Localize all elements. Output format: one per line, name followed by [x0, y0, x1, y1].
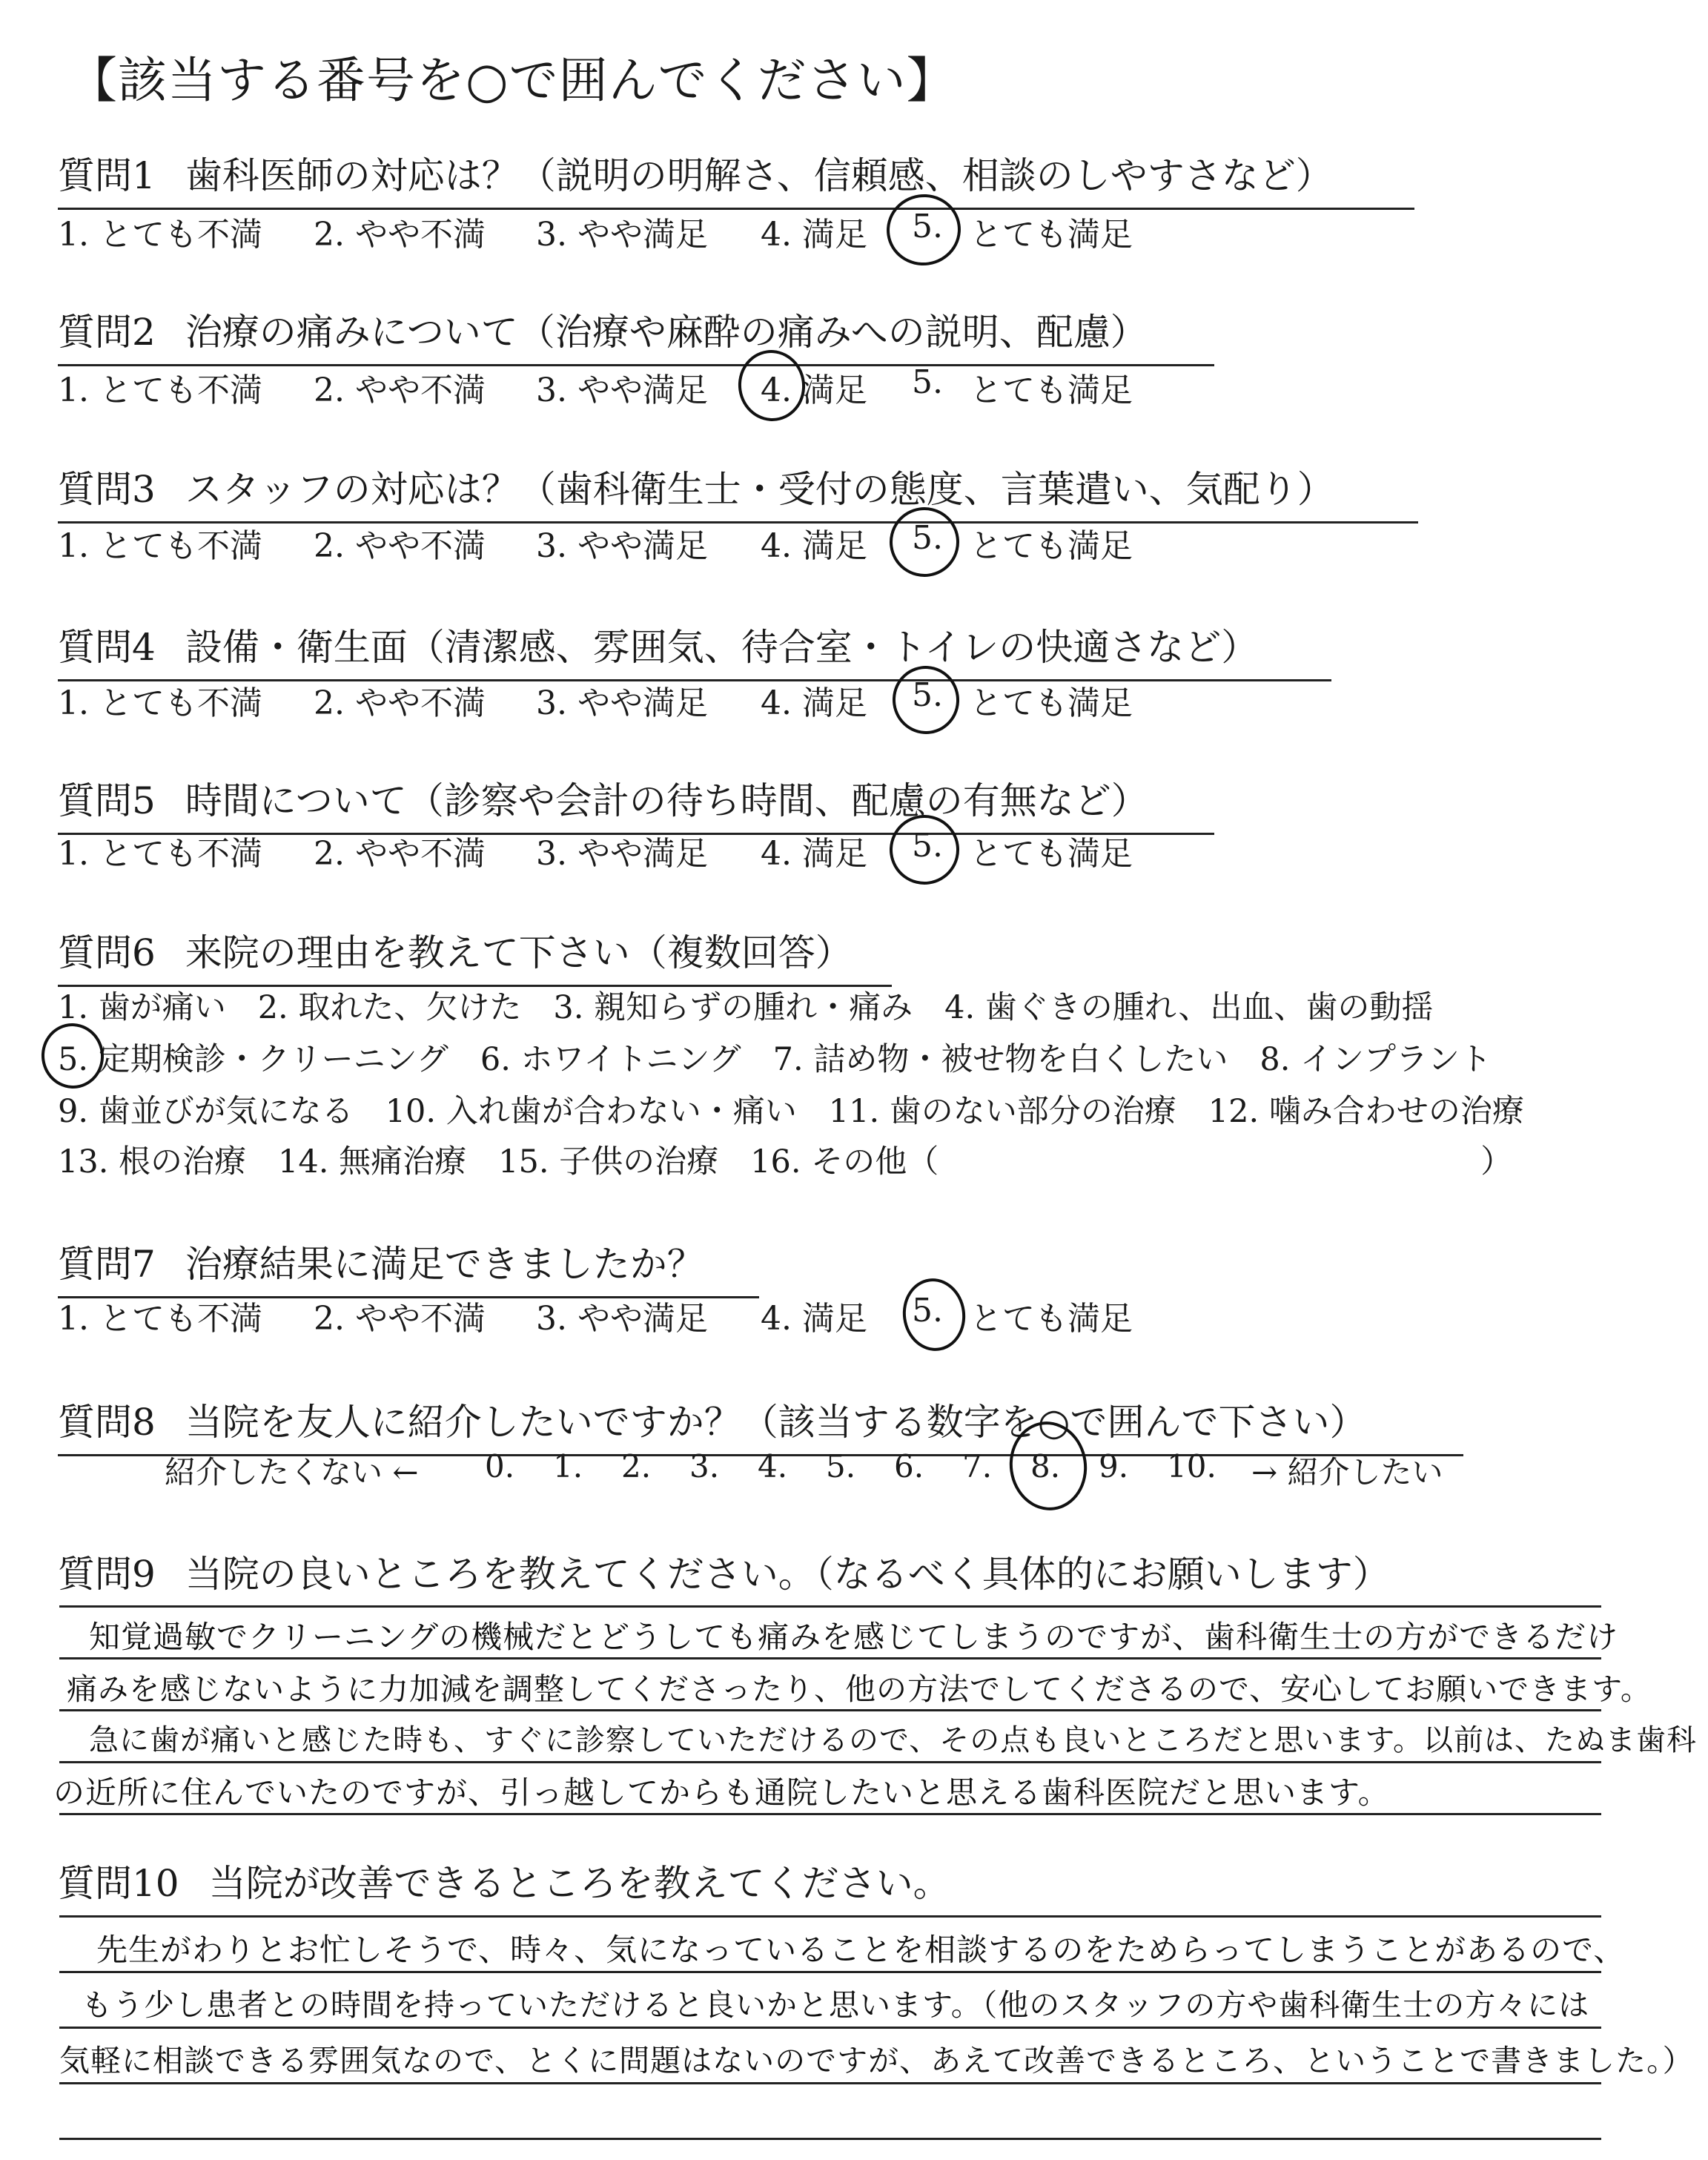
- q7-selection-circle: [898, 1275, 970, 1355]
- q9-rule-1: [59, 1605, 1601, 1608]
- q9-answer-line-1: 知覚過敏でクリーニングの機械だとどうしても痛みを感じてしまうのですが、歯科衛生士の方ができるだけ: [89, 1619, 1619, 1655]
- q1-option-1[interactable]: 1. とても不満: [58, 216, 262, 254]
- question-1-title: [58, 146, 1333, 199]
- question-7-title: [58, 1235, 704, 1288]
- q2-option-5[interactable]: 5.: [912, 363, 943, 401]
- question-2-title: [58, 303, 1148, 356]
- q4-selection-circle: [888, 661, 964, 739]
- q5-option-3[interactable]: 3. やや満足: [536, 835, 708, 873]
- question-5-title: [58, 771, 1148, 825]
- q5-option-5[interactable]: 5.: [912, 827, 943, 865]
- q10-answer-box[interactable]: [59, 1915, 1694, 2138]
- q2-option-4[interactable]: 4. 満足: [761, 371, 867, 409]
- q7-option-2[interactable]: 2. やや不満: [314, 1300, 486, 1338]
- question-7-text: 治療結果に満足できましたか？: [185, 1243, 704, 1286]
- q10-answer-line-1: 先生がわりとお忙しそうで、時々、気になっていることを相談するのをためらってしまうことがあるので、: [96, 1932, 1626, 1968]
- q8-option-1[interactable]: 1.: [553, 1448, 583, 1484]
- question-8-text: 当院を友人に紹介したいですか？（該当する数字を○で囲んで下さい）: [185, 1401, 1367, 1444]
- question-5-label: 質問5: [58, 779, 156, 822]
- q1-selection-circle: [882, 190, 965, 271]
- question-3-text: スタッフの対応は？（歯科衛生士・受付の態度、言葉遣い、気配り）: [185, 468, 1334, 511]
- question-9-text: 当院の良いところを教えてください。（なるべく具体的にお願いします）: [185, 1553, 1390, 1596]
- q8-right-label: → 紹介したい: [1251, 1454, 1443, 1490]
- q8-option-6[interactable]: 6.: [894, 1448, 924, 1484]
- q5-option-5-label: とても満足: [970, 835, 1133, 873]
- q9-rule-3: [59, 1709, 1601, 1711]
- q8-option-2[interactable]: 2.: [621, 1448, 652, 1484]
- q3-option-5-label: とても満足: [970, 527, 1133, 565]
- q9-answer-line-4: の近所に住んでいたのですが、引っ越してからも通院したいと思える歯科医院だと思います。: [53, 1774, 1390, 1811]
- q1-option-4[interactable]: 4. 満足: [761, 216, 867, 254]
- question-4-text: 設備・衛生面（清潔感、雰囲気、待合室・トイレの快適さなど）: [185, 626, 1259, 669]
- q4-option-3[interactable]: 3. やや満足: [536, 684, 708, 722]
- q10-answer-line-2: もう少し患者との時間を持っていただけると良いかと思います。（他のスタッフの方や歯科衛生士の方々には: [82, 1987, 1590, 2023]
- q8-option-5[interactable]: 5.: [826, 1448, 856, 1484]
- q2-option-5-label: とても満足: [970, 371, 1133, 409]
- question-6-label: 質問6: [58, 931, 156, 974]
- q2-option-2[interactable]: 2. やや不満: [314, 371, 486, 409]
- question-1-label: 質問1: [58, 154, 156, 197]
- q6-row-3[interactable]: 9. 歯並びが気になる 10. 入れ歯が合わない・痛い 11. 歯のない部分の治療 12. 噛み合わせの治療: [58, 1093, 1524, 1130]
- q4-option-2[interactable]: 2. やや不満: [314, 684, 486, 722]
- question-10-label: 質問10: [58, 1862, 179, 1905]
- question-3-title: [58, 460, 1334, 513]
- q8-option-9[interactable]: 9.: [1099, 1448, 1129, 1484]
- question-8-label: 質問8: [58, 1401, 156, 1444]
- q7-option-1[interactable]: 1. とても不満: [58, 1300, 262, 1338]
- q10-answer-line-3: 気軽に相談できる雰囲気なので、とくに問題はないのですが、あえて改善できるところ、ということで書きました。）: [59, 2043, 1694, 2078]
- question-8-title: [58, 1393, 1366, 1446]
- question-3-label: 質問3: [58, 468, 156, 511]
- q2-option-3[interactable]: 3. やや満足: [536, 371, 708, 409]
- q4-option-1[interactable]: 1. とても不満: [58, 684, 262, 722]
- q10-rule-1: [59, 1915, 1601, 1918]
- q3-option-3[interactable]: 3. やや満足: [536, 527, 708, 565]
- q3-option-4[interactable]: 4. 満足: [761, 527, 867, 565]
- q1-option-2[interactable]: 2. やや不満: [314, 216, 486, 254]
- q8-option-3[interactable]: 3.: [689, 1448, 720, 1484]
- q2-option-1[interactable]: 1. とても不満: [58, 371, 262, 409]
- question-9-title: [58, 1545, 1390, 1598]
- question-10-text: 当院が改善できるところを教えてください。: [208, 1862, 950, 1905]
- q9-answer-box[interactable]: [53, 1605, 1697, 1813]
- q2-selection-circle: [734, 346, 810, 426]
- q10-rule-2: [59, 1971, 1601, 1973]
- q9-rule-2: [59, 1657, 1601, 1659]
- q8-option-7[interactable]: 7.: [962, 1448, 993, 1484]
- q9-rule-4: [59, 1761, 1601, 1763]
- q5-option-4[interactable]: 4. 満足: [761, 835, 867, 873]
- q7-option-5-label: とても満足: [970, 1300, 1133, 1338]
- question-4-label: 質問4: [58, 626, 156, 669]
- q10-rule-4: [59, 2082, 1601, 2084]
- question-5-text: 時間について（診察や会計の待ち時間、配慮の有無など）: [185, 779, 1148, 822]
- question-10-title: [58, 1854, 950, 1907]
- q6-row-1[interactable]: 1. 歯が痛い 2. 取れた、欠けた 3. 親知らずの腫れ・痛み 4. 歯ぐきの腫れ、出血、歯の動揺: [58, 989, 1434, 1026]
- q1-option-3[interactable]: 3. やや満足: [536, 216, 708, 254]
- q5-option-2[interactable]: 2. やや不満: [314, 835, 486, 873]
- question-4-title: [58, 618, 1258, 671]
- instruction-heading: 【該当する番号を○で囲んでください】: [68, 52, 956, 109]
- q10-rule-3: [59, 2027, 1601, 2029]
- q3-option-1[interactable]: 1. とても不満: [58, 527, 262, 565]
- question-6-text: 来院の理由を教えて下さい（複数回答）: [185, 931, 853, 974]
- q6-selection-circle: [37, 1020, 107, 1093]
- q8-left-label: 紹介したくない ←: [165, 1454, 419, 1490]
- q8-option-10[interactable]: 10.: [1167, 1448, 1217, 1484]
- question-7-label: 質問7: [58, 1243, 156, 1286]
- q3-option-2[interactable]: 2. やや不満: [314, 527, 486, 565]
- question-2-label: 質問2: [58, 311, 156, 354]
- q6-row-4[interactable]: 13. 根の治療 14. 無痛治療 15. 子供の治療 16. その他（ ）: [58, 1143, 1513, 1180]
- q8-option-8[interactable]: 8.: [1030, 1448, 1061, 1484]
- question-2-text: 治療の痛みについて（治療や麻酔の痛みへの説明、配慮）: [185, 311, 1148, 354]
- q9-answer-line-2: 痛みを感じないように力加減を調整してくださったり、他の方法でしてくださるので、安心してお願いできます。: [67, 1671, 1652, 1707]
- q7-option-4[interactable]: 4. 満足: [761, 1300, 867, 1338]
- q3-option-5[interactable]: 5.: [912, 519, 943, 557]
- q4-option-5[interactable]: 5.: [912, 676, 943, 714]
- question-6-title: [58, 923, 853, 977]
- q10-rule-5: [59, 2138, 1601, 2140]
- q9-rule-5: [59, 1813, 1601, 1815]
- question-1-text: 歯科医師の対応は？（説明の明解さ、信頼感、相談のしやすさなど）: [185, 154, 1333, 197]
- q1-option-5[interactable]: 5.: [912, 208, 943, 245]
- q8-option-0[interactable]: 0.: [485, 1448, 515, 1484]
- q7-option-5[interactable]: 5.: [912, 1292, 943, 1330]
- question-9-label: 質問9: [58, 1553, 156, 1596]
- q3-selection-circle: [885, 503, 964, 581]
- q5-option-1[interactable]: 1. とても不満: [58, 835, 262, 873]
- q4-option-5-label: とても満足: [970, 684, 1133, 722]
- q6-row-2[interactable]: 5. 定期検診・クリーニング 6. ホワイトニング 7. 詰め物・被せ物を白くしたい 8. インプラント: [58, 1041, 1492, 1078]
- q9-answer-line-3: 急に歯が痛いと感じた時も、すぐに診察していただけるので、その点も良いところだと思います。以前は、たぬま歯科: [89, 1723, 1697, 1757]
- q8-option-4[interactable]: 4.: [758, 1448, 788, 1484]
- q1-option-5-label: とても満足: [970, 216, 1133, 254]
- q4-option-4[interactable]: 4. 満足: [761, 684, 867, 722]
- q7-option-3[interactable]: 3. やや満足: [536, 1300, 708, 1338]
